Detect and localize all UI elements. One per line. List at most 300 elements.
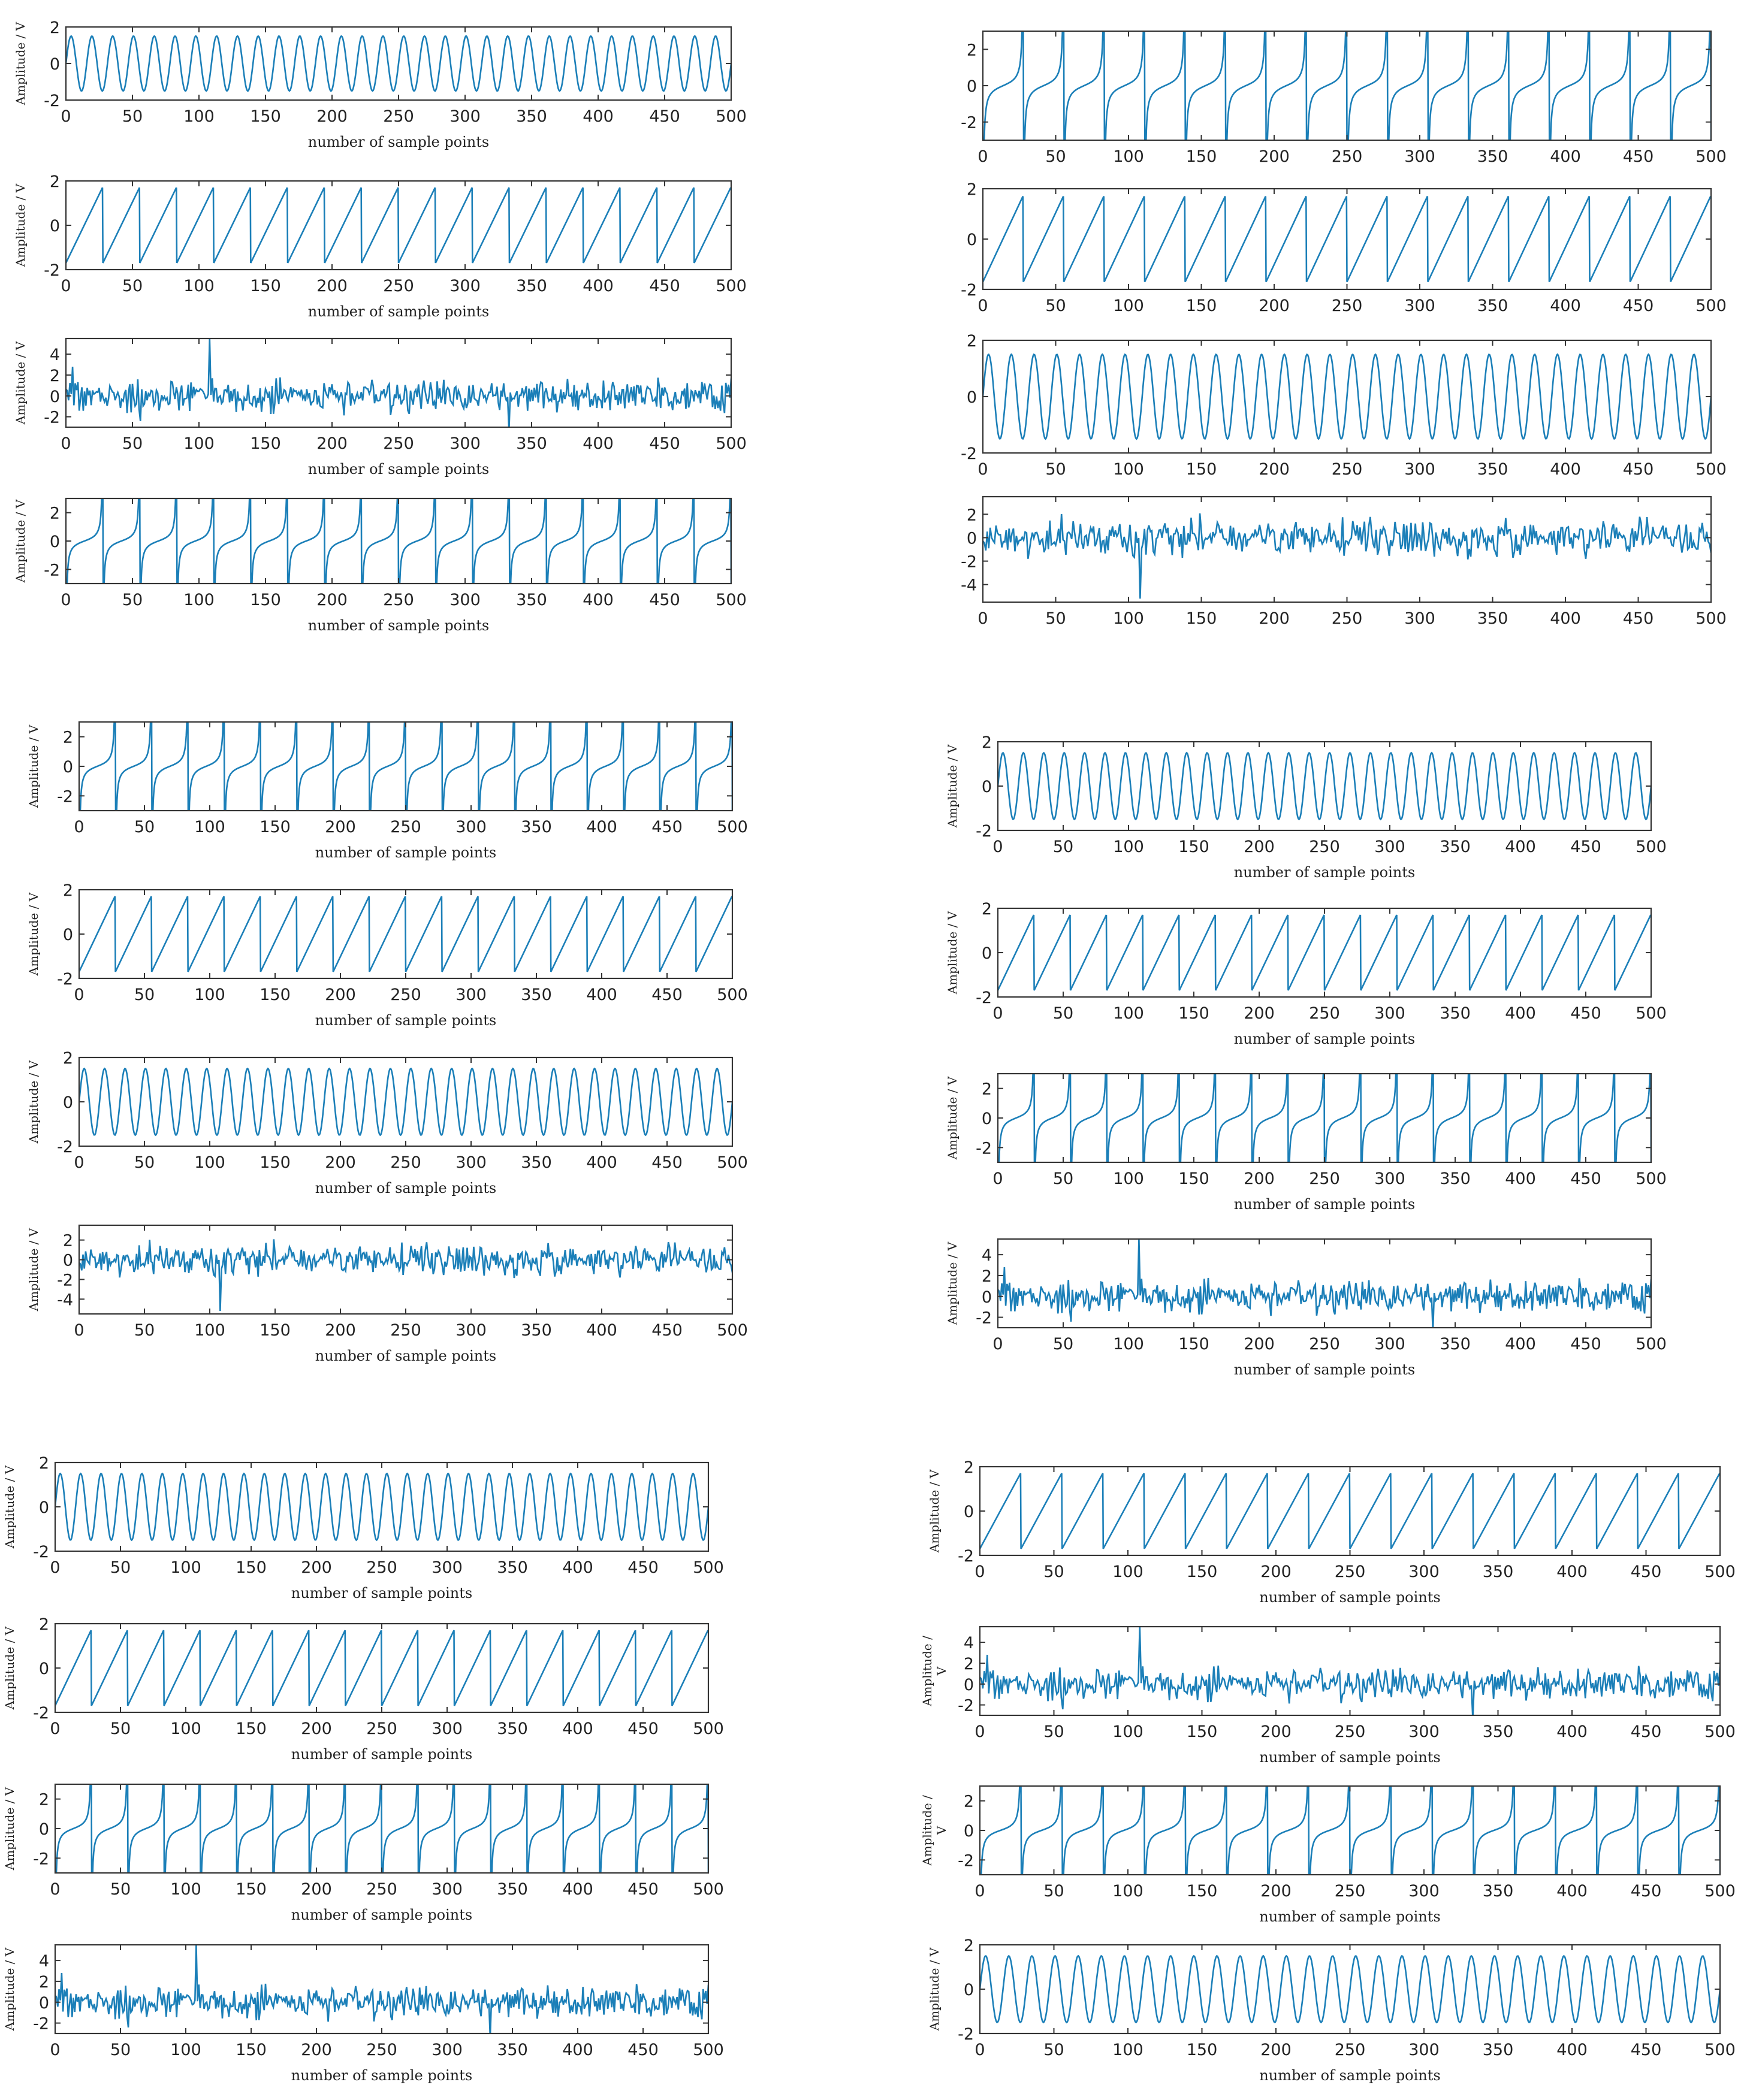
x-tick-label: 250 (1331, 297, 1363, 315)
x-tick-label: 0 (974, 2041, 985, 2059)
x-tick-label: 450 (649, 434, 680, 453)
x-tick-label: 50 (110, 1720, 131, 1738)
x-axis-label: number of sample points (1259, 1589, 1441, 1606)
x-tick-label: 50 (1045, 297, 1066, 315)
y-axis-label: Amplitude / V (927, 1469, 942, 1553)
y-axis-label: Amplitude / V (13, 22, 28, 105)
x-tick-label: 300 (432, 1880, 463, 1899)
x-tick-label: 150 (250, 107, 281, 126)
chart-g5d (2, 1945, 724, 2084)
x-tick-label: 350 (1477, 147, 1508, 166)
y-tick-label: 0 (963, 1503, 974, 1521)
y-axis-label: Amplitude / V (26, 892, 41, 976)
y-tick-label: 2 (981, 1080, 992, 1099)
x-axis-label: number of sample points (315, 1347, 497, 1364)
x-tick-label: 200 (316, 277, 348, 295)
x-tick-label: 150 (1185, 147, 1217, 166)
y-axis-label: Amplitude /V (920, 1795, 949, 1866)
x-tick-label: 200 (325, 986, 356, 1004)
y-tick-label: 0 (49, 387, 60, 406)
y-axis-label: Amplitude / V (945, 744, 960, 828)
x-tick-label: 300 (1374, 1335, 1405, 1353)
x-tick-label: 350 (497, 1720, 528, 1738)
x-tick-label: 450 (651, 986, 683, 1004)
x-tick-label: 450 (1570, 1335, 1601, 1353)
x-tick-label: 450 (1622, 297, 1654, 315)
y-tick-label: 2 (49, 366, 60, 385)
x-tick-label: 200 (1244, 1335, 1275, 1353)
x-tick-label: 50 (134, 818, 155, 836)
x-tick-label: 100 (1113, 147, 1144, 166)
y-tick-label: -2 (976, 1309, 992, 1328)
x-tick-label: 350 (521, 1321, 552, 1340)
x-tick-label: 450 (651, 818, 683, 836)
x-tick-label: 250 (1334, 1563, 1366, 1581)
x-tick-label: 250 (390, 818, 421, 836)
y-tick-label: -2 (44, 561, 60, 580)
y-tick-label: -2 (958, 1851, 974, 1871)
x-tick-label: 50 (134, 1321, 155, 1340)
x-tick-label: 450 (1622, 609, 1654, 628)
x-tick-label: 0 (977, 297, 988, 315)
x-tick-label: 450 (649, 107, 680, 126)
x-tick-label: 300 (432, 2041, 463, 2059)
x-tick-label: 400 (586, 1321, 617, 1340)
x-tick-label: 250 (366, 2041, 397, 2059)
x-tick-label: 500 (1695, 609, 1727, 628)
x-tick-label: 250 (383, 434, 414, 453)
y-axis-label: Amplitude / V (13, 499, 28, 583)
x-tick-label: 100 (194, 818, 225, 836)
series-line-sawtooth (55, 1630, 708, 1706)
y-tick-label: 0 (981, 1110, 992, 1128)
x-tick-label: 500 (716, 277, 747, 295)
x-tick-label: 500 (1636, 1170, 1667, 1188)
x-tick-label: 0 (977, 147, 988, 166)
x-tick-label: 200 (1244, 1004, 1275, 1023)
x-tick-label: 450 (627, 2041, 659, 2059)
y-tick-label: 2 (62, 1231, 73, 1250)
chart-g4b (945, 900, 1667, 1047)
series-line-tan (55, 1781, 708, 1876)
x-tick-label: 50 (1052, 1170, 1074, 1188)
x-tick-label: 450 (627, 1558, 659, 1577)
y-axis-label: Amplitude / V (945, 911, 960, 995)
x-axis-label: number of sample points (307, 461, 490, 478)
x-tick-label: 0 (50, 1558, 61, 1577)
x-tick-label: 250 (1331, 147, 1363, 166)
y-tick-label: 0 (62, 1093, 73, 1112)
y-tick-label: 0 (62, 926, 73, 944)
series-line-sine (998, 753, 1651, 820)
x-tick-label: 300 (432, 1558, 463, 1577)
x-axis-label: number of sample points (1259, 1908, 1441, 1925)
x-tick-label: 400 (583, 277, 614, 295)
x-tick-label: 350 (1440, 1170, 1471, 1188)
x-tick-label: 500 (693, 1880, 724, 1899)
x-tick-label: 450 (1622, 460, 1654, 479)
x-tick-label: 500 (1636, 1004, 1667, 1023)
y-tick-label: -2 (57, 1138, 73, 1156)
y-tick-label: 0 (966, 529, 977, 548)
x-tick-label: 100 (183, 277, 215, 295)
x-tick-label: 350 (1482, 1882, 1514, 1900)
y-axis-label: Amplitude / V (2, 1626, 17, 1710)
x-tick-label: 450 (1630, 2041, 1662, 2059)
x-tick-label: 200 (1260, 2041, 1292, 2059)
x-tick-label: 200 (301, 1558, 332, 1577)
x-tick-label: 300 (1374, 1170, 1405, 1188)
y-tick-label: -2 (44, 261, 60, 280)
x-tick-label: 200 (301, 1720, 332, 1738)
series-line-sawtooth (998, 915, 1651, 990)
x-tick-label: 150 (236, 1880, 267, 1899)
series-line-tan (998, 1071, 1651, 1165)
x-tick-label: 250 (383, 277, 414, 295)
y-axis-label: Amplitude / V (2, 1465, 17, 1549)
chart-g2b (961, 180, 1727, 315)
x-tick-label: 300 (1374, 838, 1405, 856)
y-tick-label: -2 (961, 552, 977, 572)
x-tick-label: 50 (110, 1558, 131, 1577)
y-tick-label: 0 (966, 231, 977, 249)
y-tick-label: 2 (49, 173, 60, 191)
y-axis-label: Amplitude / V (945, 1241, 960, 1325)
y-tick-label: -2 (976, 822, 992, 841)
x-tick-label: 150 (250, 591, 281, 609)
x-tick-label: 150 (1186, 1723, 1218, 1741)
x-tick-label: 400 (562, 2041, 593, 2059)
chart-g6d (927, 1936, 1736, 2084)
axes-box (66, 339, 731, 427)
x-tick-label: 250 (383, 591, 414, 609)
x-tick-label: 300 (449, 107, 481, 126)
x-tick-label: 350 (1477, 460, 1508, 479)
series-line-sawtooth (980, 1473, 1719, 1549)
x-tick-label: 450 (627, 1720, 659, 1738)
x-tick-label: 300 (455, 818, 487, 836)
x-tick-label: 400 (1556, 1882, 1588, 1900)
x-axis-label: number of sample points (315, 1180, 497, 1196)
x-tick-label: 100 (1112, 1563, 1143, 1581)
x-tick-label: 50 (1043, 1563, 1064, 1581)
x-tick-label: 300 (1404, 147, 1435, 166)
x-tick-label: 200 (316, 107, 348, 126)
x-axis-label: number of sample points (1259, 2067, 1441, 2084)
x-axis-label: number of sample points (1233, 1361, 1416, 1378)
x-tick-label: 250 (366, 1720, 397, 1738)
x-tick-label: 200 (1259, 297, 1290, 315)
x-tick-label: 250 (1309, 1004, 1340, 1023)
series-line-sawtooth (983, 197, 1710, 282)
x-tick-label: 400 (1550, 609, 1581, 628)
y-tick-label: -2 (57, 970, 73, 989)
y-tick-label: 2 (38, 1790, 49, 1809)
x-tick-label: 300 (1404, 609, 1435, 628)
series-line-sine (983, 355, 1711, 439)
x-tick-label: 0 (992, 1170, 1003, 1188)
x-tick-label: 400 (586, 818, 617, 836)
y-tick-label: 4 (981, 1246, 992, 1265)
x-tick-label: 0 (974, 1882, 985, 1900)
x-tick-label: 150 (260, 818, 291, 836)
x-tick-label: 400 (1505, 838, 1536, 856)
y-axis-label: Amplitude /V (920, 1636, 949, 1706)
x-tick-label: 350 (516, 434, 547, 453)
y-tick-label: -2 (44, 408, 60, 427)
chart-g3b (26, 881, 748, 1029)
y-tick-label: -2 (33, 1704, 49, 1723)
x-tick-label: 100 (1113, 460, 1144, 479)
x-tick-label: 400 (1550, 147, 1581, 166)
chart-g5c (2, 1781, 724, 1923)
chart-g6c (920, 1783, 1736, 1925)
x-tick-label: 300 (455, 986, 487, 1004)
x-tick-label: 450 (1570, 838, 1601, 856)
x-tick-label: 500 (716, 107, 747, 126)
x-tick-label: 500 (1695, 460, 1727, 479)
y-tick-label: 0 (963, 1822, 974, 1841)
x-tick-label: 350 (516, 277, 547, 295)
x-tick-label: 350 (521, 818, 552, 836)
x-tick-label: 100 (1113, 297, 1144, 315)
x-tick-label: 0 (61, 434, 71, 453)
x-tick-label: 150 (260, 1321, 291, 1340)
x-axis-label: number of sample points (307, 134, 490, 150)
y-tick-label: 2 (49, 504, 60, 523)
x-tick-label: 400 (562, 1880, 593, 1899)
chart-g3c (26, 1049, 748, 1196)
x-tick-label: 0 (50, 1720, 61, 1738)
x-axis-label: number of sample points (1233, 1031, 1416, 1047)
x-tick-label: 500 (1636, 838, 1667, 856)
x-tick-label: 350 (1482, 1563, 1514, 1581)
x-tick-label: 250 (366, 1880, 397, 1899)
y-tick-label: 4 (963, 1634, 974, 1653)
x-tick-label: 450 (1630, 1723, 1662, 1741)
x-tick-label: 150 (1186, 1563, 1218, 1581)
x-tick-label: 0 (74, 818, 85, 836)
y-tick-label: 0 (38, 1820, 49, 1839)
x-tick-label: 450 (649, 277, 680, 295)
x-tick-label: 450 (627, 1880, 659, 1899)
chart-g2a (961, 28, 1727, 166)
x-axis-label: number of sample points (291, 2067, 473, 2084)
series-line-tan (983, 28, 1711, 144)
x-tick-label: 400 (1556, 1723, 1588, 1741)
x-tick-label: 50 (122, 434, 143, 453)
y-tick-label: 2 (981, 733, 992, 752)
y-tick-label: -2 (961, 113, 977, 132)
x-axis-label: number of sample points (291, 1906, 473, 1923)
x-tick-label: 250 (1309, 838, 1340, 856)
x-tick-label: 150 (1178, 1335, 1209, 1353)
x-tick-label: 200 (1260, 1563, 1292, 1581)
axes-box (998, 1239, 1651, 1328)
y-tick-label: 2 (62, 728, 73, 747)
x-axis-label: number of sample points (1233, 1196, 1416, 1213)
chart-g4c (945, 1071, 1667, 1213)
x-tick-label: 200 (316, 591, 348, 609)
x-tick-label: 250 (1309, 1170, 1340, 1188)
y-tick-label: -2 (57, 787, 73, 806)
series-line-sine (980, 1956, 1720, 2023)
axes-box (983, 497, 1711, 602)
y-tick-label: 0 (38, 1498, 49, 1517)
series-line-sine (55, 1474, 708, 1540)
x-tick-label: 100 (170, 1558, 201, 1577)
x-tick-label: 0 (992, 838, 1003, 856)
x-tick-label: 500 (717, 1321, 748, 1340)
x-tick-label: 0 (50, 2041, 61, 2059)
x-tick-label: 50 (1045, 609, 1066, 628)
x-tick-label: 250 (1331, 609, 1363, 628)
x-tick-label: 50 (1052, 838, 1074, 856)
x-tick-label: 100 (194, 1153, 225, 1172)
x-tick-label: 300 (1404, 460, 1435, 479)
y-axis-label: Amplitude / V (26, 1060, 41, 1144)
y-tick-label: 0 (62, 758, 73, 776)
y-tick-label: -2 (33, 1850, 49, 1869)
series-line-sine (66, 36, 731, 90)
x-tick-label: 100 (1112, 1723, 1143, 1741)
x-tick-label: 500 (716, 434, 747, 453)
x-tick-label: 100 (194, 986, 225, 1004)
x-tick-label: 150 (1186, 2041, 1218, 2059)
x-tick-label: 300 (1374, 1004, 1405, 1023)
x-tick-label: 50 (1043, 1723, 1064, 1741)
x-tick-label: 100 (1112, 1882, 1143, 1900)
x-tick-label: 100 (1113, 609, 1144, 628)
x-tick-label: 150 (236, 1558, 267, 1577)
x-tick-label: 150 (260, 986, 291, 1004)
x-tick-label: 400 (583, 434, 614, 453)
x-tick-label: 500 (717, 986, 748, 1004)
y-tick-label: 0 (981, 1288, 992, 1307)
x-tick-label: 350 (497, 1558, 528, 1577)
x-tick-label: 300 (1408, 1723, 1440, 1741)
series-line-sawtooth (66, 188, 731, 263)
chart-g4a (945, 733, 1667, 881)
x-tick-label: 500 (693, 1720, 724, 1738)
y-tick-label: -4 (57, 1291, 73, 1310)
y-tick-label: 0 (963, 1675, 974, 1694)
x-tick-label: 100 (1113, 838, 1144, 856)
x-tick-label: 150 (260, 1153, 291, 1172)
x-tick-label: 100 (1113, 1170, 1144, 1188)
y-axis-label: Amplitude / V (927, 1947, 942, 2031)
x-tick-label: 350 (1482, 2041, 1514, 2059)
chart-g3a (26, 719, 748, 861)
y-tick-label: -2 (976, 1139, 992, 1158)
y-tick-label: 0 (966, 388, 977, 407)
chart-g1d (13, 495, 747, 634)
x-tick-label: 350 (1477, 297, 1508, 315)
x-tick-label: 300 (1408, 2041, 1440, 2059)
y-axis-label: Amplitude / V (13, 183, 28, 267)
x-tick-label: 150 (1186, 1882, 1218, 1900)
x-tick-label: 200 (1259, 147, 1290, 166)
axes-box (980, 1627, 1720, 1715)
x-tick-label: 0 (61, 591, 71, 609)
x-tick-label: 500 (1704, 1882, 1736, 1900)
y-tick-label: 0 (49, 217, 60, 235)
chart-g5a (2, 1454, 724, 1602)
x-tick-label: 200 (1244, 838, 1275, 856)
y-tick-label: 2 (963, 1654, 974, 1673)
y-tick-label: 2 (38, 1972, 49, 1992)
x-tick-label: 100 (170, 1720, 201, 1738)
x-tick-label: 500 (1704, 1563, 1736, 1581)
y-tick-label: -2 (958, 1547, 974, 1566)
x-tick-label: 100 (170, 1880, 201, 1899)
x-tick-label: 200 (301, 2041, 332, 2059)
y-tick-label: 2 (62, 881, 73, 900)
y-axis-label: Amplitude / V (945, 1076, 960, 1160)
x-tick-label: 300 (1408, 1882, 1440, 1900)
x-tick-label: 250 (390, 986, 421, 1004)
chart-g6a (927, 1458, 1736, 1606)
y-tick-label: -2 (57, 1271, 73, 1290)
y-tick-label: 2 (38, 1615, 49, 1634)
x-tick-label: 150 (1185, 297, 1217, 315)
x-tick-label: 0 (74, 1321, 85, 1340)
y-tick-label: 0 (966, 77, 977, 96)
x-tick-label: 200 (325, 818, 356, 836)
x-tick-label: 150 (250, 434, 281, 453)
x-tick-label: 400 (1505, 1335, 1536, 1353)
x-tick-label: 50 (110, 1880, 131, 1899)
x-axis-label: number of sample points (291, 1585, 473, 1602)
x-tick-label: 300 (1404, 297, 1435, 315)
x-tick-label: 500 (717, 818, 748, 836)
y-tick-label: 2 (981, 1267, 992, 1286)
axes-box (55, 1945, 708, 2033)
x-tick-label: 100 (170, 2041, 201, 2059)
x-tick-label: 500 (716, 591, 747, 609)
x-tick-label: 50 (1052, 1335, 1074, 1353)
series-line-tan (66, 495, 731, 586)
x-tick-label: 100 (183, 591, 215, 609)
x-tick-label: 100 (1113, 1004, 1144, 1023)
x-axis-label: number of sample points (315, 1012, 497, 1029)
x-tick-label: 300 (449, 277, 481, 295)
x-tick-label: 50 (1052, 1004, 1074, 1023)
x-tick-label: 0 (992, 1004, 1003, 1023)
x-tick-label: 50 (1045, 147, 1066, 166)
x-tick-label: 400 (562, 1558, 593, 1577)
y-tick-label: -2 (44, 92, 60, 110)
x-tick-label: 200 (1260, 1882, 1292, 1900)
y-tick-label: 0 (49, 533, 60, 551)
x-tick-label: 100 (183, 434, 215, 453)
y-tick-label: -2 (958, 1696, 974, 1715)
y-tick-label: 4 (38, 1952, 49, 1971)
x-axis-label: number of sample points (1233, 864, 1416, 881)
chart-g2c (961, 332, 1727, 479)
y-axis-label: Amplitude / V (26, 1228, 41, 1312)
x-tick-label: 300 (455, 1321, 487, 1340)
x-tick-label: 250 (1331, 460, 1363, 479)
x-axis-label: number of sample points (291, 1746, 473, 1763)
series-line-sawtooth (79, 896, 732, 972)
y-tick-label: 0 (981, 778, 992, 796)
y-tick-label: 2 (966, 180, 977, 199)
x-tick-label: 400 (1556, 1563, 1588, 1581)
x-tick-label: 350 (521, 1153, 552, 1172)
x-tick-label: 450 (1630, 1563, 1662, 1581)
x-tick-label: 400 (1505, 1170, 1536, 1188)
